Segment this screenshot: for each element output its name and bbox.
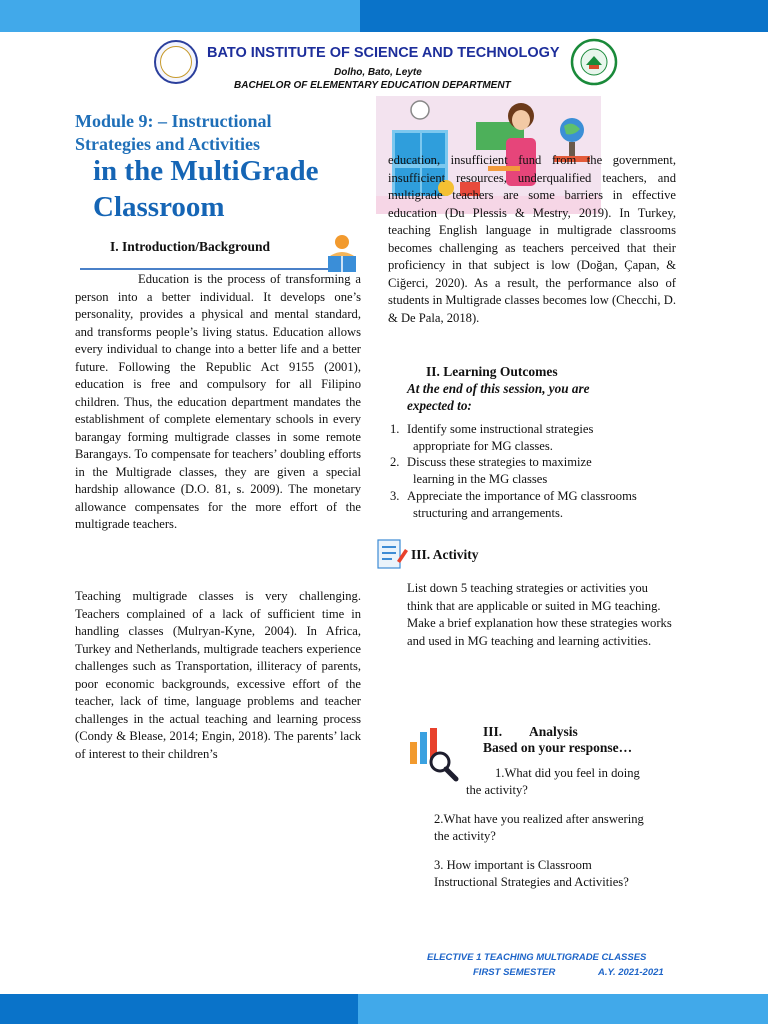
- analysis-question-1-line1: 1.What did you feel in doing: [495, 766, 640, 780]
- outcome-number: 2.: [390, 455, 400, 470]
- activity-heading: III. Activity: [411, 547, 479, 562]
- analysis-question-2: [434, 811, 714, 844]
- analysis-heading: Analysis: [529, 724, 578, 739]
- outcome-text-line2: appropriate for MG classes.: [413, 438, 553, 453]
- top-bar-accent: [360, 0, 768, 32]
- teachers-education-seal-logo: [570, 38, 618, 86]
- analysis-question-1-line2: the activity?: [466, 782, 528, 797]
- module-title: [75, 110, 375, 156]
- footer-academic-year: A.Y. 2021-2021: [598, 967, 664, 978]
- introduction-heading: I. Introduction/Background: [110, 239, 271, 254]
- outcome-number: 1.: [390, 422, 400, 436]
- outcome-item: [390, 454, 690, 487]
- footer-semester: FIRST SEMESTER: [473, 967, 556, 978]
- outcome-text-line1: Appreciate the importance of MG classrooms: [407, 488, 637, 503]
- analysis-question-1: [466, 765, 706, 798]
- page-title-line1: in the MultiGrade: [93, 155, 319, 187]
- outcome-text-line1: Discuss these strategies to maximize: [407, 455, 592, 470]
- intro-paragraph-1-text: Education is the process of transforming a person into a better individual. It develops one’s personality, provides a physical and mental standard, and transforms people’s living status. Education allows every individual to change into a better life and a better future. Following the Republic Act 9155 (2001), education is free and compulsory for all Filipino children. Thus, the education department mandates the establishment of complete elementary schools in every barangay forming multigrade classes in some remote Barangays. To compensate for teachers’ doubling efforts in the Multigrade classes, they are given a special hardship allowance (D.O. 81, s. 2009). The monetary allowance compensates for the more effort of the multigrade teachers.: [75, 272, 361, 531]
- institution-location: Dolho, Bato, Leyte: [334, 67, 422, 78]
- page-title: [93, 153, 393, 225]
- outcome-text-line2: learning in the MG classes: [413, 472, 548, 487]
- outcome-number: 3.: [390, 488, 400, 503]
- page-title-line2: Classroom: [93, 191, 225, 223]
- outcome-text-line1: Identify some instructional strategies: [407, 422, 594, 436]
- intro-paragraph-1: [75, 271, 361, 534]
- learning-outcomes-subheading-line1: At the end of this session, you are: [407, 381, 590, 396]
- analysis-heading-number: III.: [483, 724, 503, 739]
- analysis-question-3: [434, 857, 714, 890]
- institution-name: BATO INSTITUTE OF SCIENCE AND TECHNOLOGY: [207, 45, 560, 61]
- intro-paragraph-2-text: Teaching multigrade classes is very challenging. Teachers complained of a lack of sufficient time in handling classes (Mulryan-Kyne, 2004). In Africa, Turkey and Netherlands, multigrade teachers experience challenges such as Transportation, illiteracy of parents, poor economic backgrounds, excessive effort of the teacher, lack of time, language problems and teacher challenges in the actual teaching and learning process (Condy & Blease, 2014; Engin, 2018). The parents’ lack of interest to their children’s: [75, 589, 361, 761]
- learning-outcomes-heading: II. Learning Outcomes: [426, 364, 558, 379]
- analysis-question-3-line1: 3. How important is Classroom: [434, 858, 592, 872]
- analysis-chart-magnifier-icon: [408, 726, 468, 784]
- activity-instructions-text: List down 5 teaching strategies or activities you think that are applicable or suited in MG teaching. Make a brief explanation how these strategies works and used in MG teaching and learning activities.: [407, 581, 672, 648]
- bottom-bar-accent: [0, 994, 358, 1024]
- student-reading-icon: [322, 232, 362, 274]
- outcome-item: [390, 421, 690, 454]
- module-title-line1: Module 9: – Instructional: [75, 111, 272, 131]
- heading-underline: [80, 268, 340, 270]
- school-seal-logo: [154, 40, 198, 84]
- learning-outcomes-list: [390, 421, 690, 521]
- module-title-line2: Strategies and Activities: [75, 134, 260, 154]
- intro-paragraph-3: [388, 152, 676, 327]
- checklist-icon: [375, 537, 409, 571]
- learning-outcomes-subheading: [407, 380, 589, 414]
- department-name: BACHELOR OF ELEMENTARY EDUCATION DEPARTMENT: [234, 80, 511, 91]
- intro-paragraph-2: [75, 588, 361, 763]
- analysis-question-2-line1: 2.What have you realized after answering: [434, 812, 644, 826]
- outcome-text-line2: structuring and arrangements.: [413, 505, 564, 520]
- intro-paragraph-3-text: education, insufficient fund from the government, insufficient resources, underqualified teachers, and multigrade teachers are some barriers in effective education (Du Plessis & Mestry, 2019). In Turkey, teaching English language in multigrade classrooms becomes challenging as teachers perceived that their proficiency in that subject is low (Doğan, Çapan, & Ciğerci, 2020). As a result, the performance also of students in Multigrade classes becomes low (Checchi, D. & De Pala, 2018).: [388, 153, 676, 325]
- learning-outcomes-subheading-line2: expected to:: [407, 398, 472, 413]
- analysis-subheading: Based on your response…: [483, 740, 633, 755]
- analysis-question-3-line2: Instructional Strategies and Activities?: [434, 874, 629, 889]
- outcome-item: [390, 488, 690, 521]
- analysis-question-2-line2: the activity?: [434, 828, 496, 843]
- activity-instructions: [407, 580, 675, 650]
- footer-course: ELECTIVE 1 TEACHING MULTIGRADE CLASSES: [427, 952, 647, 963]
